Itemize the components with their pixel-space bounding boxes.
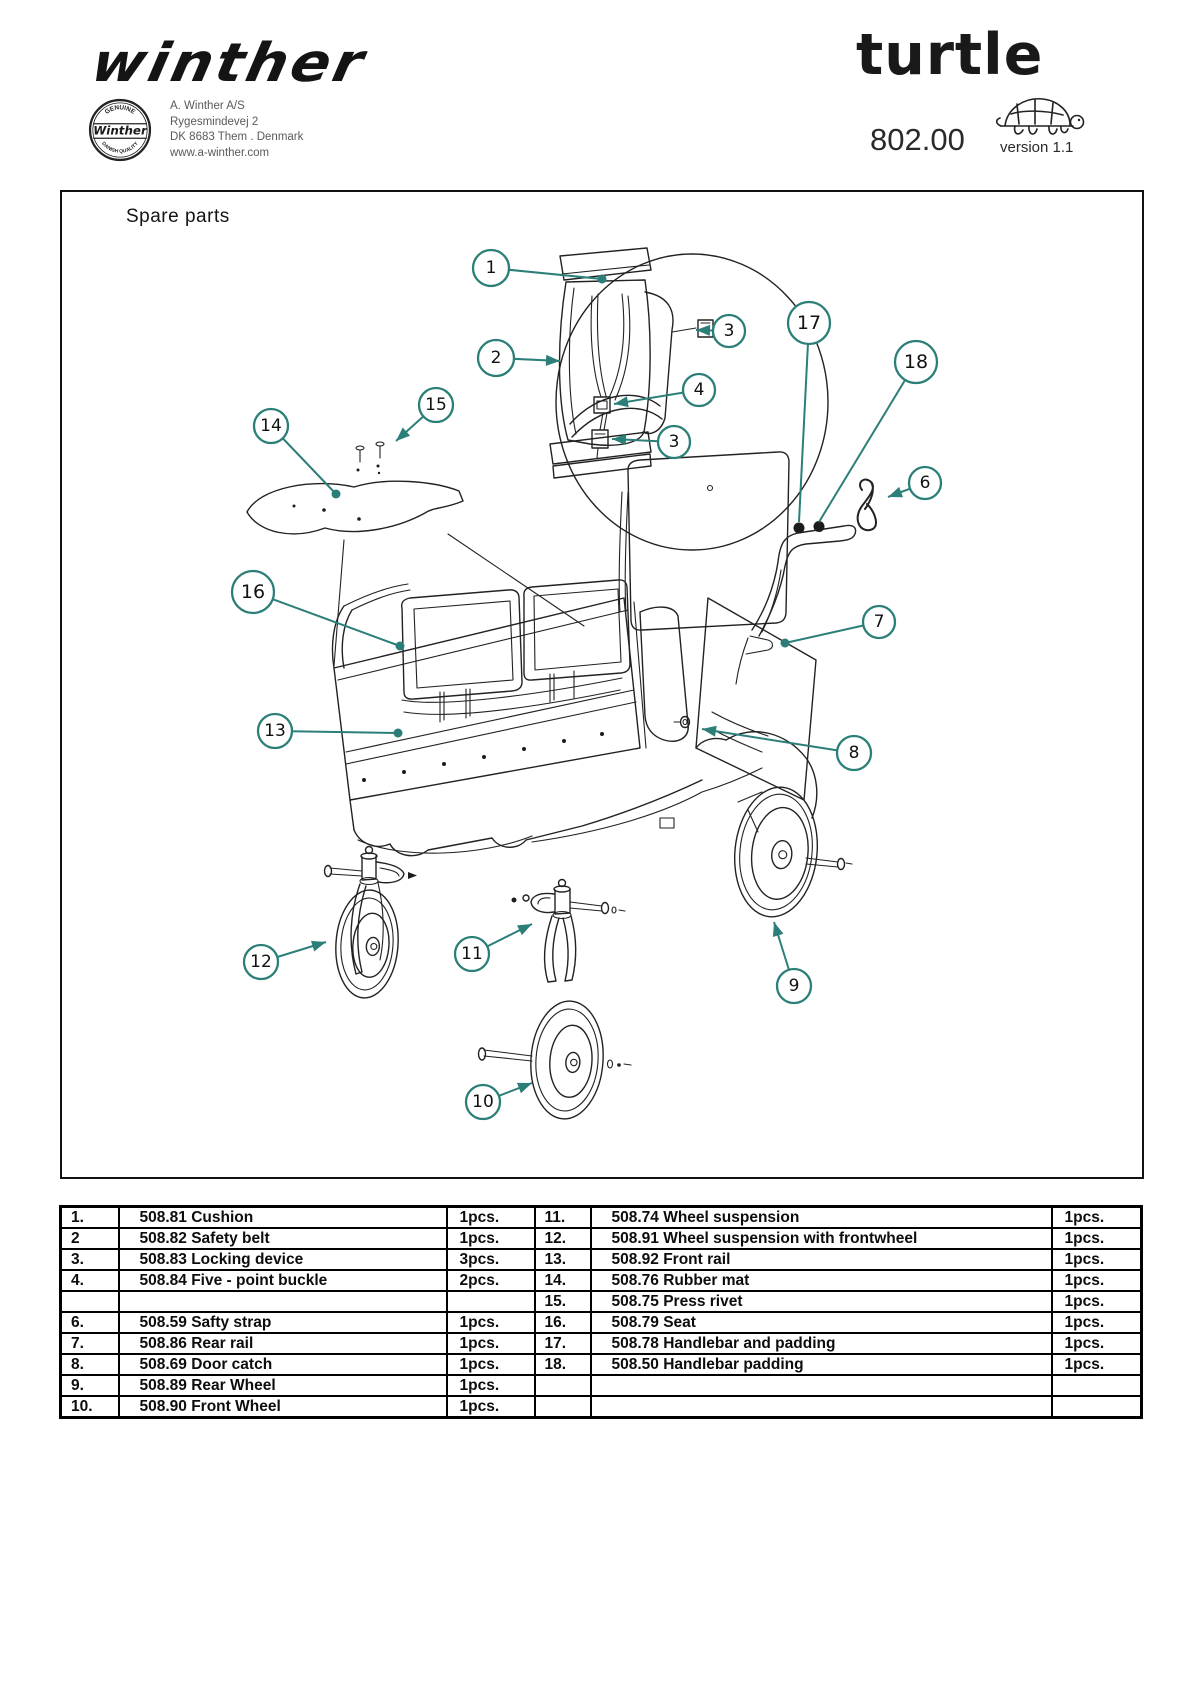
- version-label: version 1.1: [1000, 139, 1074, 156]
- part-number-cell: [535, 1396, 591, 1418]
- part-qty-cell: 1pcs.: [447, 1207, 535, 1229]
- callout-number: 12: [250, 952, 272, 972]
- part-description-cell: [591, 1375, 1052, 1396]
- callout-number: 6: [919, 473, 931, 493]
- parts-table-row: [61, 1396, 1142, 1418]
- part-description-cell: 508.83 Locking device: [119, 1249, 447, 1270]
- product-title: turtle: [856, 22, 1044, 88]
- callout-number: 11: [461, 944, 483, 964]
- part-description-cell: 508.69 Door catch: [119, 1354, 447, 1375]
- part-number-cell: 10.: [61, 1396, 119, 1418]
- callout-17: [788, 302, 830, 522]
- badge-bottom-text: DANISH QUALITY: [100, 141, 140, 155]
- callout-15: [396, 388, 453, 441]
- part-number-cell: 16.: [535, 1312, 591, 1333]
- part-qty-cell: 1pcs.: [1052, 1207, 1142, 1229]
- part-number-cell: 18.: [535, 1354, 591, 1375]
- leader-arrowhead: [517, 924, 532, 935]
- leader-dot: [598, 275, 607, 284]
- part-number-cell: 1.: [61, 1207, 119, 1229]
- leader-arrowhead: [773, 922, 783, 937]
- part-qty-cell: 1pcs.: [447, 1312, 535, 1333]
- front-wheel: [479, 999, 632, 1122]
- turtle-icon: [993, 90, 1085, 142]
- leader-arrowhead: [888, 487, 903, 497]
- callout-2: [478, 340, 560, 376]
- part-number-cell: 13.: [535, 1249, 591, 1270]
- handlebar-mount-dot: [794, 523, 805, 534]
- section-title: Spare parts: [126, 206, 230, 227]
- part-qty-cell: 1pcs.: [1052, 1354, 1142, 1375]
- wagon-body: [332, 452, 876, 921]
- part-number-cell: 14.: [535, 1270, 591, 1291]
- leader-dot: [396, 642, 405, 651]
- part-qty-cell: 1pcs.: [1052, 1312, 1142, 1333]
- callout-number: 4: [693, 380, 705, 400]
- part-description-cell: 508.92 Front rail: [591, 1249, 1052, 1270]
- part-qty-cell: [447, 1291, 535, 1312]
- wheel-suspension-with-frontwheel: [325, 847, 418, 1001]
- part-description-cell: [591, 1396, 1052, 1418]
- winther-badge-icon: [88, 98, 152, 162]
- leader-arrowhead: [702, 726, 717, 737]
- parts-table-row: [61, 1375, 1142, 1396]
- callout-number: 18: [903, 351, 929, 373]
- parts-table-row: [61, 1249, 1142, 1270]
- badge-top-text: GENUINE: [103, 104, 137, 116]
- press-rivets: [356, 442, 384, 474]
- part-qty-cell: 1pcs.: [447, 1375, 535, 1396]
- callout-10: [466, 1083, 532, 1119]
- badge-middle-text: Winther: [93, 123, 147, 138]
- parts-table-row: [61, 1312, 1142, 1333]
- address-line: DK 8683 Them . Denmark: [170, 131, 304, 143]
- wheel-suspension: [512, 880, 626, 983]
- winther-logo: winther: [86, 31, 373, 94]
- callout-number: 13: [264, 721, 286, 741]
- part-number-cell: 4.: [61, 1270, 119, 1291]
- callout-number: 10: [472, 1092, 494, 1112]
- part-number-cell: 12.: [535, 1228, 591, 1249]
- part-qty-cell: 1pcs.: [447, 1354, 535, 1375]
- part-qty-cell: [1052, 1396, 1142, 1418]
- leader-dot: [394, 729, 403, 738]
- part-description-cell: 508.59 Safty strap: [119, 1312, 447, 1333]
- part-number-cell: 8.: [61, 1354, 119, 1375]
- part-qty-cell: 1pcs.: [447, 1333, 535, 1354]
- part-number-cell: 15.: [535, 1291, 591, 1312]
- callout-number: 15: [425, 395, 447, 415]
- callout-number: 17: [796, 312, 822, 334]
- part-description-cell: 508.91 Wheel suspension with frontwheel: [591, 1228, 1052, 1249]
- part-description-cell: 508.50 Handlebar padding: [591, 1354, 1052, 1375]
- address-line: www.a-winther.com: [170, 146, 270, 159]
- part-number-cell: [61, 1291, 119, 1312]
- callout-13: [258, 714, 403, 748]
- callout-number: 3: [723, 321, 735, 341]
- part-number-cell: 9.: [61, 1375, 119, 1396]
- parts-table-row: [61, 1270, 1142, 1291]
- part-description-cell: 508.84 Five - point buckle: [119, 1270, 447, 1291]
- callout-number: 1: [485, 258, 497, 278]
- part-number-cell: 6.: [61, 1312, 119, 1333]
- callout-16: [232, 571, 405, 651]
- part-number-cell: 2: [61, 1228, 119, 1249]
- callout-number: 16: [240, 581, 266, 603]
- part-description-cell: 508.82 Safety belt: [119, 1228, 447, 1249]
- part-number-cell: [535, 1375, 591, 1396]
- callout-number: 8: [848, 743, 860, 763]
- part-qty-cell: 1pcs.: [1052, 1291, 1142, 1312]
- part-description-cell: [119, 1291, 447, 1312]
- part-number-cell: 11.: [535, 1207, 591, 1229]
- part-qty-cell: 1pcs.: [447, 1396, 535, 1418]
- parts-table-row: [61, 1207, 1142, 1229]
- leader-dot: [332, 490, 341, 499]
- handlebar-mount-dot: [814, 521, 825, 532]
- part-description-cell: 508.79 Seat: [591, 1312, 1052, 1333]
- part-description-cell: 508.89 Rear Wheel: [119, 1375, 447, 1396]
- part-qty-cell: 1pcs.: [1052, 1270, 1142, 1291]
- callout-7: [781, 606, 896, 648]
- company-address: [170, 99, 303, 161]
- leader-dot: [781, 639, 790, 648]
- callout-6: [888, 467, 941, 499]
- part-description-cell: 508.76 Rubber mat: [591, 1270, 1052, 1291]
- part-number-cell: 3.: [61, 1249, 119, 1270]
- part-qty-cell: 1pcs.: [1052, 1333, 1142, 1354]
- address-line: Rygesmindevej 2: [170, 115, 259, 128]
- address-line: A. Winther A/S: [170, 100, 245, 112]
- leader-arrowhead: [517, 1083, 532, 1093]
- diagram-frame: [60, 190, 1144, 1179]
- part-description-cell: 508.81 Cushion: [119, 1207, 447, 1229]
- part-number-cell: 17.: [535, 1333, 591, 1354]
- parts-table-row: [61, 1354, 1142, 1375]
- parts-table-row: [61, 1228, 1142, 1249]
- part-description-cell: 508.75 Press rivet: [591, 1291, 1052, 1312]
- parts-table-row: [61, 1291, 1142, 1312]
- leader-arrowhead: [546, 355, 560, 366]
- parts-table-row: [61, 1333, 1142, 1354]
- part-number-cell: 7.: [61, 1333, 119, 1354]
- callout-12: [244, 941, 326, 979]
- part-description-cell: 508.74 Wheel suspension: [591, 1207, 1052, 1229]
- callout-4: [614, 374, 715, 407]
- callout-11: [455, 924, 532, 971]
- part-qty-cell: 3pcs.: [447, 1249, 535, 1270]
- leader-arrowhead: [311, 941, 326, 952]
- part-qty-cell: 2pcs.: [447, 1270, 535, 1291]
- callout-1: [473, 250, 607, 286]
- part-qty-cell: 1pcs.: [447, 1228, 535, 1249]
- callout-number: 7: [873, 612, 885, 632]
- spare-parts-illustration: [62, 192, 1142, 1177]
- part-description-cell: 508.90 Front Wheel: [119, 1396, 447, 1418]
- part-qty-cell: [1052, 1375, 1142, 1396]
- callout-3: [612, 426, 690, 458]
- part-description-cell: 508.78 Handlebar and padding: [591, 1333, 1052, 1354]
- parts-table: [59, 1205, 1143, 1419]
- callout-number: 14: [260, 416, 282, 436]
- part-qty-cell: 1pcs.: [1052, 1249, 1142, 1270]
- callout-number: 2: [490, 348, 502, 368]
- callout-number: 3: [668, 432, 680, 452]
- model-number: 802.00: [870, 122, 965, 157]
- part-description-cell: 508.86 Rear rail: [119, 1333, 447, 1354]
- callout-9: [773, 922, 811, 1003]
- part-qty-cell: 1pcs.: [1052, 1228, 1142, 1249]
- callout-number: 9: [788, 976, 800, 996]
